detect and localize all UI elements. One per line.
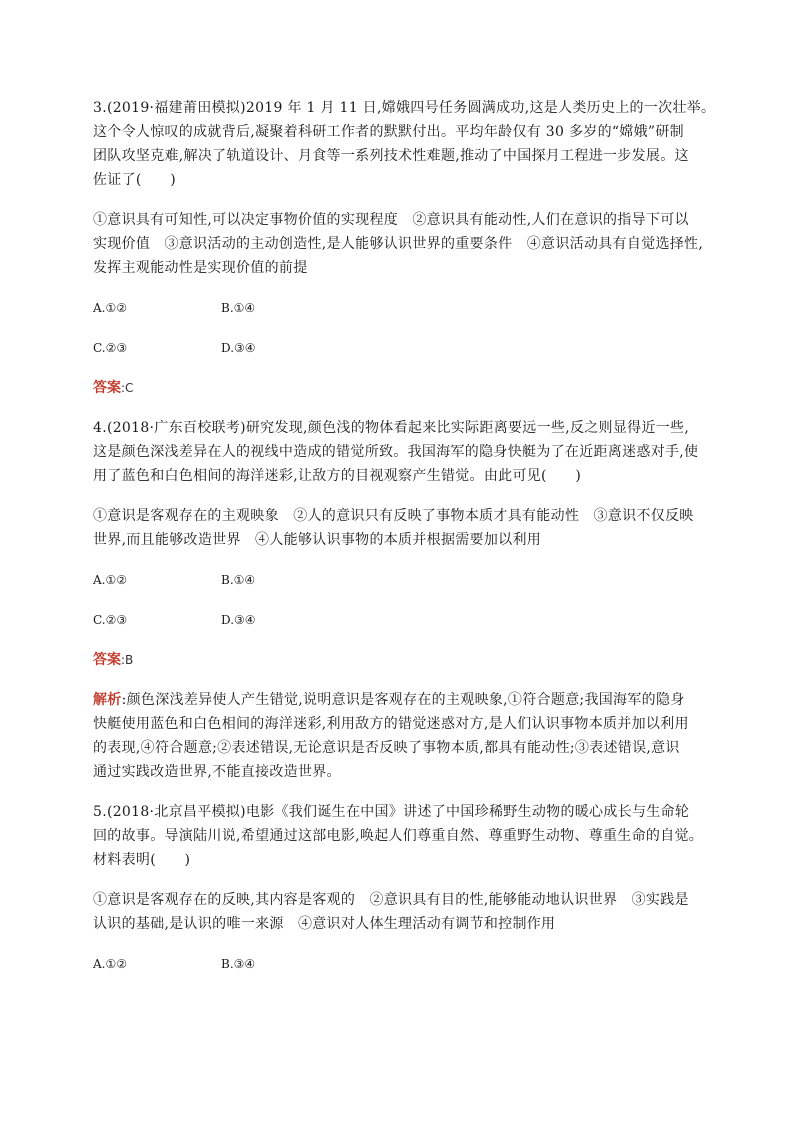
question-4-options-row-1 <box>93 568 713 592</box>
option-b: B.③④ <box>221 957 256 971</box>
option-b: B.①④ <box>221 301 256 315</box>
text-line: 实现价值 ③意识活动的主动创造性,是人能够认识世界的重要条件 ④意识活动具有自觉选择性, <box>93 236 704 252</box>
text-line: 发挥主观能动性是实现价值的前提 <box>93 260 308 276</box>
option-a: A.①② <box>93 573 127 587</box>
question-3-options-row-2 <box>93 336 713 360</box>
document-page <box>93 96 716 992</box>
option-a: A.①② <box>93 301 127 315</box>
question-5-stem <box>93 800 713 872</box>
text-line: 佐证了( ) <box>93 172 177 188</box>
question-5-options-row-1 <box>93 952 713 976</box>
text-line: ①意识是客观存在的主观映象 ②人的意识只有反映了事物本质才具有能动性 ③意识不仅反映 <box>93 508 694 524</box>
question-4-stem <box>93 416 713 488</box>
text-line: 世界,而且能够改造世界 ④人能够认识事物的本质并根据需要加以利用 <box>93 532 542 548</box>
question-4-options-row-2 <box>93 608 713 632</box>
option-d: D.③④ <box>221 341 256 355</box>
text-line: ①意识具有可知性,可以决定事物价值的实现程度 ②意识具有能动性,人们在意识的指导下可以 <box>93 212 689 228</box>
analysis-text: :颜色深浅差异使人产生错觉,说明意识是客观存在的主观映象,①符合题意;我国海军的隐身 <box>121 692 685 708</box>
text-line: 认识的基础,是认识的唯一来源 ④意识对人体生理活动有调节和控制作用 <box>93 916 556 932</box>
option-c: C.②③ <box>93 613 128 627</box>
question-3-answer <box>93 376 713 400</box>
question-4-analysis <box>93 688 713 784</box>
text-line: 快艇使用蓝色和白色相间的海洋迷彩,利用敌方的错觉迷惑对方,是人们认识事物本质并加以利用 <box>93 716 689 732</box>
answer-label: 答案 <box>93 652 121 668</box>
text-line: 4.(2018·广东百校联考)研究发现,颜色浅的物体看起来比实际距离要远一些,反之则显得近一些, <box>93 420 690 436</box>
text-line: 回的故事。导演陆川说,希望通过这部电影,唤起人们尊重自然、尊重野生动物、尊重生命的自觉。 <box>93 828 704 844</box>
option-c: C.②③ <box>93 341 128 355</box>
text-line: ①意识是客观存在的反映,其内容是客观的 ②意识具有目的性,能够能动地认识世界 ③实践是 <box>93 892 689 908</box>
text-line: 3.(2019·福建莆田模拟)2019 年 1 月 11 日,嫦娥四号任务圆满成功,这是人类历史上的一次壮举。 <box>93 100 716 116</box>
question-4-answer <box>93 648 713 672</box>
analysis-label: 解析 <box>93 692 122 708</box>
answer-value: :C <box>121 381 134 395</box>
text-line: 用了蓝色和白色相间的海洋迷彩,让敌方的目视观察产生错觉。由此可见( ) <box>93 468 582 484</box>
option-d: D.③④ <box>221 613 256 627</box>
text-line: 这个令人惊叹的成就背后,凝聚着科研工作者的默默付出。平均年龄仅有 30 多岁的“嫦娥”研制 <box>93 124 684 140</box>
text-line: 的表现,④符合题意;②表述错误,无论意识是否反映了事物本质,都具有能动性;③表述错误,意识 <box>93 740 680 756</box>
text-line: 这是颜色深浅差异在人的视线中造成的错觉所致。我国海军的隐身快艇为了在近距离迷惑对手,使 <box>93 444 699 460</box>
text-line: 材料表明( ) <box>93 852 191 868</box>
text-line: 5.(2018·北京昌平模拟)电影《我们诞生在中国》讲述了中国珍稀野生动物的暖心成长与生命轮 <box>93 804 690 820</box>
answer-value: :B <box>121 653 134 667</box>
analysis-first-line <box>93 688 713 712</box>
option-b: B.①④ <box>221 573 256 587</box>
text-line: 通过实践改造世界,不能直接改造世界。 <box>93 764 341 780</box>
question-4-statements <box>93 504 713 552</box>
question-3-options-row-1 <box>93 296 713 320</box>
option-a: A.①② <box>93 957 127 971</box>
answer-label: 答案 <box>93 380 121 396</box>
text-line: 团队攻坚克难,解决了轨道设计、月食等一系列技术性难题,推动了中国探月工程进一步发展。这 <box>93 148 689 164</box>
question-5-statements <box>93 888 713 936</box>
question-3-statements <box>93 208 713 280</box>
question-3-stem <box>93 96 716 192</box>
